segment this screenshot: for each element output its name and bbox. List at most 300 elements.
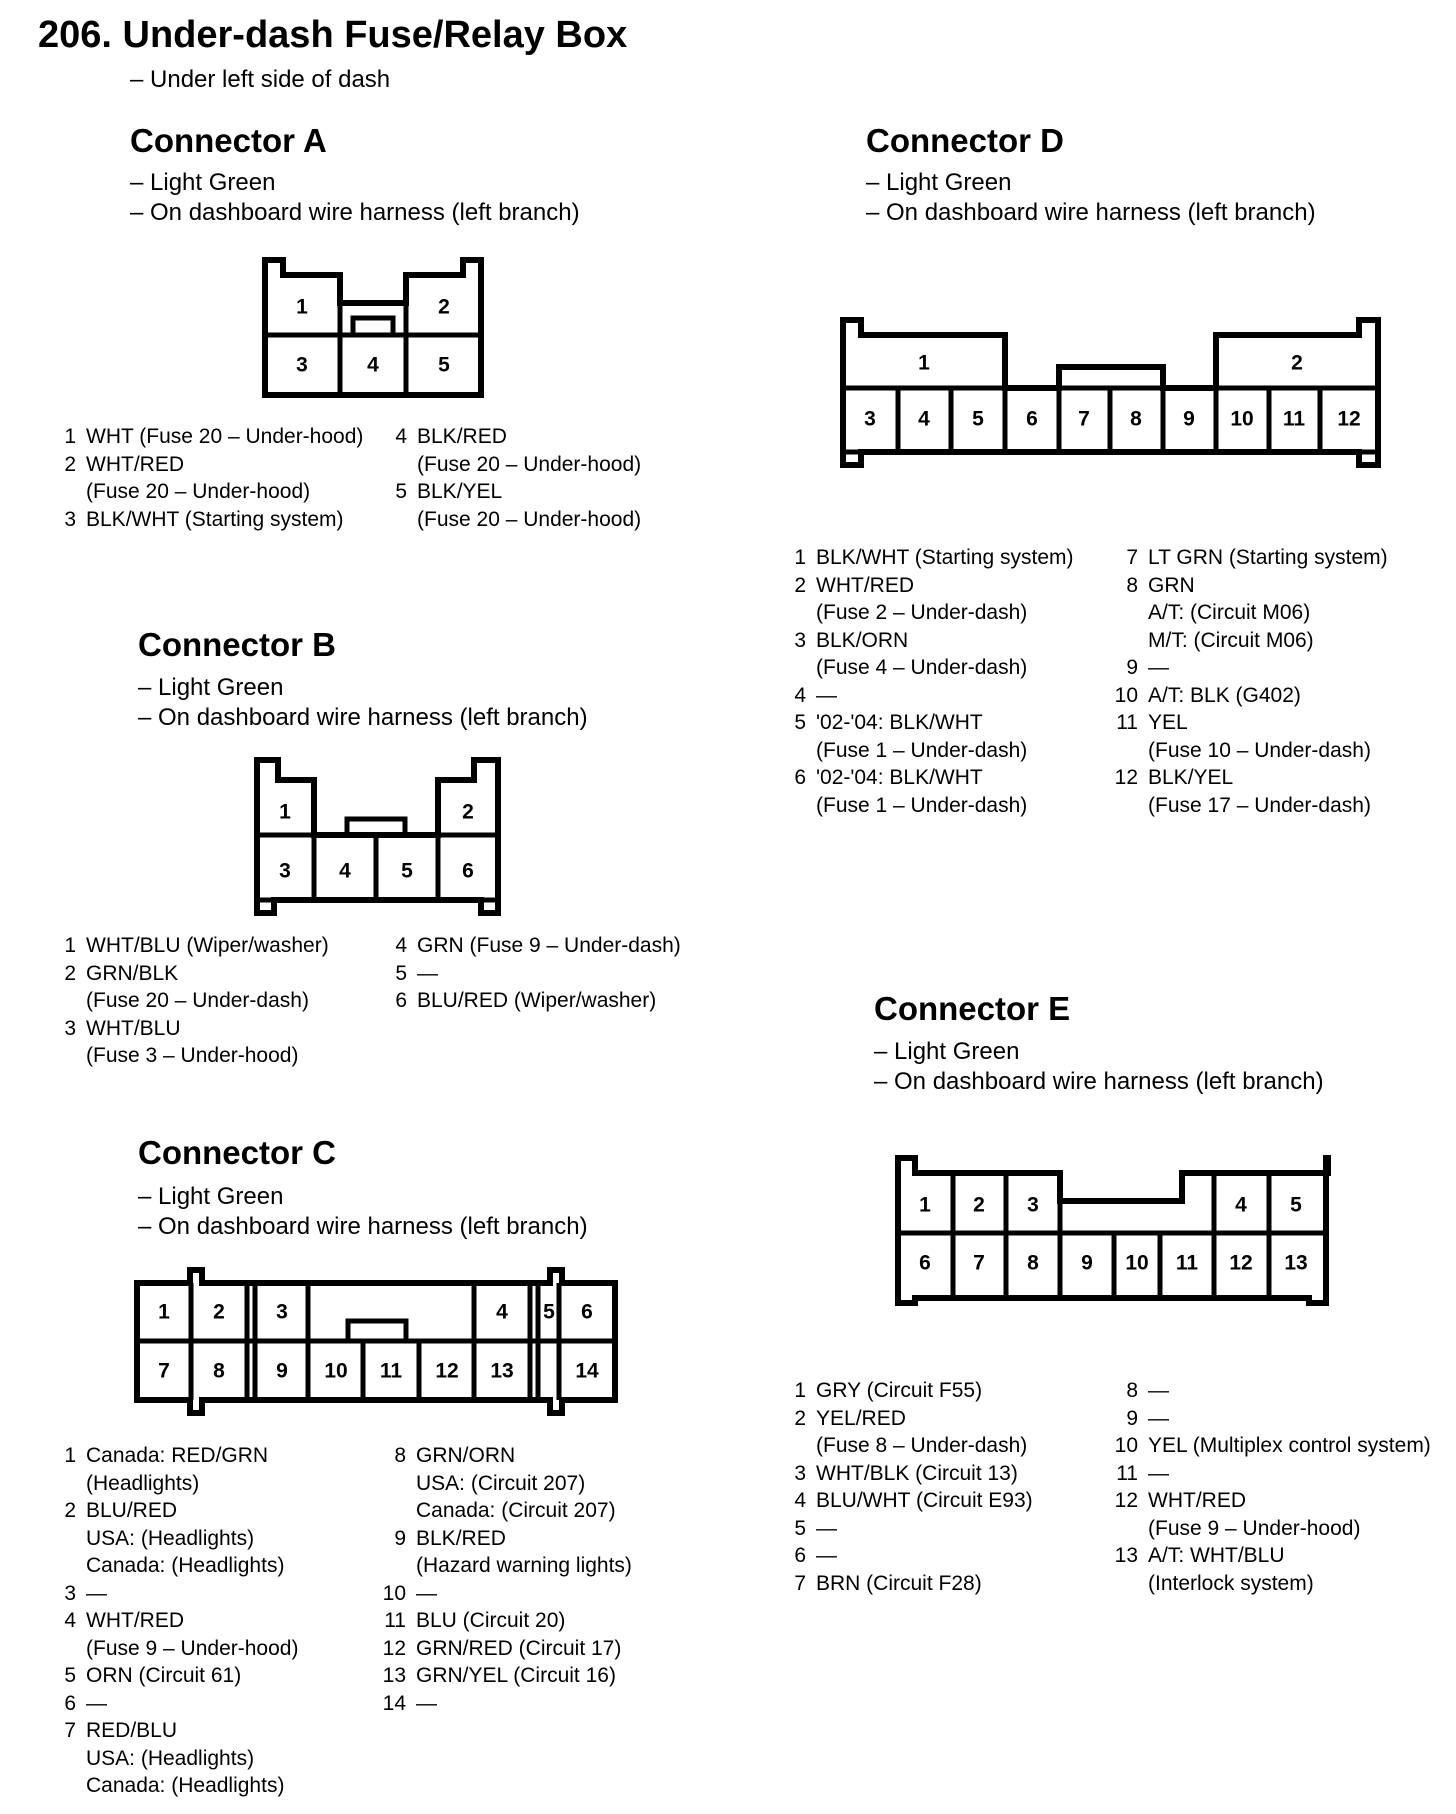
pin-description: WHT/RED <box>86 452 184 476</box>
pin-number: 1 <box>64 934 76 957</box>
pin-number: 9 <box>394 1526 406 1550</box>
pin-number: 1 <box>64 1444 76 1467</box>
pin-description: GRN/ORN <box>416 1444 516 1467</box>
pin-number: 13 <box>1114 1544 1138 1567</box>
pin-entry <box>383 932 681 960</box>
pin-description: Canada: RED/GRN <box>86 1444 269 1467</box>
pin-line-continued <box>383 506 641 534</box>
pin-description: (Fuse 20 – Under-hood) <box>417 452 642 476</box>
connector-e-location: – On dashboard wire harness (left branch) <box>874 1068 1324 1095</box>
pin-description: A/T: WHT/BLU <box>1148 1544 1285 1567</box>
pin-cell-c-2: 2 <box>213 1300 225 1324</box>
pin-entry <box>52 1442 298 1497</box>
pin-number: 12 <box>382 1636 406 1660</box>
connector-b-diagram <box>252 755 504 920</box>
pin-line-continued <box>1112 1515 1431 1543</box>
pin-cell-c-5: 5 <box>543 1300 555 1324</box>
pin-entry <box>383 423 641 478</box>
connector-d-pins-right <box>1112 544 1388 819</box>
pin-description: GRN <box>1148 573 1195 597</box>
pin-entry <box>1112 1542 1431 1597</box>
pin-description: USA: (Headlights) <box>86 1526 255 1550</box>
pin-number: 5 <box>395 961 407 985</box>
pin-number: 3 <box>794 1461 806 1485</box>
pin-line <box>52 423 363 451</box>
connector-a-color: – Light Green <box>130 169 276 196</box>
pin-description: BLK/ORN <box>816 628 909 652</box>
pin-line-continued <box>372 1497 632 1525</box>
pin-entry <box>372 1690 632 1718</box>
pin-line <box>792 1515 1033 1543</box>
pin-cell-a-2: 2 <box>438 295 450 319</box>
pin-line <box>1112 654 1388 682</box>
connector-a-pins-right <box>383 423 641 533</box>
pin-cell-d-2: 2 <box>1291 351 1303 375</box>
pin-cell-e-7: 7 <box>973 1251 985 1275</box>
pin-number: 8 <box>394 1444 406 1467</box>
pin-description: BRN (Circuit F28) <box>816 1571 982 1595</box>
pin-number: 4 <box>395 425 407 448</box>
pin-entry <box>792 1570 1033 1598</box>
pin-cell-e-9: 9 <box>1081 1251 1093 1275</box>
pin-number: 3 <box>64 1581 76 1605</box>
pin-number: 2 <box>64 452 76 476</box>
pin-cell-b-2: 2 <box>462 800 474 824</box>
page-title: 206. Under-dash Fuse/Relay Box <box>38 14 628 56</box>
pin-line <box>792 544 1074 572</box>
pin-description: WHT/BLU <box>86 1016 181 1040</box>
pin-entry <box>1112 1460 1431 1488</box>
pin-description: — <box>816 683 837 707</box>
pin-description: (Fuse 9 – Under-hood) <box>86 1636 299 1660</box>
pin-number: 11 <box>1116 1461 1138 1485</box>
pin-description: — <box>816 1544 837 1567</box>
pin-line-continued <box>52 1470 298 1498</box>
pin-description: RED/BLU <box>86 1719 178 1742</box>
pin-entry <box>52 1717 298 1800</box>
pin-line <box>792 627 1074 655</box>
pin-line <box>1112 572 1388 600</box>
pin-cell-c-9: 9 <box>276 1359 288 1383</box>
connector-c-location: – On dashboard wire harness (left branch) <box>138 1213 588 1240</box>
pin-number: 8 <box>1126 1379 1138 1402</box>
pin-description: — <box>1148 656 1169 679</box>
pin-description: BLU/WHT (Circuit E93) <box>816 1489 1033 1512</box>
pin-line <box>383 478 641 506</box>
pin-description: GRN/RED (Circuit 17) <box>416 1636 622 1660</box>
pin-cell-a-5: 5 <box>438 353 450 377</box>
pin-description: WHT/RED <box>816 573 914 597</box>
pin-description: WHT/RED <box>86 1609 184 1632</box>
pin-description: — <box>416 1581 437 1605</box>
pin-number: 14 <box>382 1691 406 1715</box>
pin-line <box>372 1580 632 1608</box>
pin-line <box>792 1377 1033 1405</box>
pin-entry <box>383 987 681 1015</box>
pin-description: (Fuse 20 – Under-hood) <box>86 480 311 503</box>
connector-c-pins-left <box>52 1442 298 1800</box>
pin-number: 10 <box>1114 683 1138 707</box>
pin-line-continued <box>792 599 1074 627</box>
pin-entry <box>792 709 1074 764</box>
pin-line <box>52 1607 298 1635</box>
pin-description: ORN (Circuit 61) <box>86 1664 242 1687</box>
pin-cell-a-3: 3 <box>296 353 308 377</box>
pin-number: 6 <box>794 1544 806 1567</box>
pin-description: (Fuse 3 – Under-hood) <box>86 1044 299 1067</box>
connector-c-pins-right <box>372 1442 632 1717</box>
pin-line-continued <box>792 792 1074 820</box>
pin-number: 9 <box>1126 656 1138 679</box>
pin-cell-d-5: 5 <box>972 407 984 431</box>
pin-description: (Fuse 8 – Under-dash) <box>816 1434 1028 1457</box>
pin-line <box>1112 544 1388 572</box>
pin-description: WHT/RED <box>1148 1489 1246 1512</box>
pin-line <box>792 1542 1033 1570</box>
pin-line <box>372 1607 632 1635</box>
connector-a-diagram <box>260 255 490 400</box>
pin-line <box>1112 1432 1431 1460</box>
pin-number: 4 <box>794 683 806 707</box>
pin-entry <box>52 960 329 1015</box>
pin-description: — <box>417 961 438 985</box>
pin-line <box>1112 1542 1431 1570</box>
pin-entry <box>792 1487 1033 1515</box>
pin-cell-c-3: 3 <box>276 1300 288 1324</box>
pin-entry <box>372 1525 632 1580</box>
pin-cell-d-6: 6 <box>1026 407 1038 431</box>
pin-line-continued <box>1112 737 1388 765</box>
pin-description: M/T: (Circuit M06) <box>1148 628 1314 652</box>
pin-description: WHT (Fuse 20 – Under-hood) <box>86 425 364 448</box>
pin-entry <box>792 544 1074 572</box>
pin-cell-c-1: 1 <box>158 1300 170 1324</box>
pin-cell-d-12: 12 <box>1337 407 1361 431</box>
pin-entry <box>792 627 1074 682</box>
pin-description: LT GRN (Starting system) <box>1148 546 1388 569</box>
pin-line-continued <box>1112 599 1388 627</box>
pin-line-continued <box>372 1470 632 1498</box>
pin-line <box>1112 1460 1431 1488</box>
pin-cell-c-6: 6 <box>581 1300 593 1324</box>
pin-line <box>52 1497 298 1525</box>
pin-entry <box>792 1377 1033 1405</box>
pin-line <box>1112 709 1388 737</box>
pin-cell-c-14: 14 <box>575 1359 599 1383</box>
pin-line <box>372 1690 632 1718</box>
pin-line-continued <box>52 1042 329 1070</box>
pin-entry <box>792 1405 1033 1460</box>
pin-number: 11 <box>1116 711 1138 734</box>
pin-line <box>1112 1405 1431 1433</box>
pin-description: BLK/RED <box>416 1526 506 1550</box>
pin-line <box>1112 764 1388 792</box>
pin-entry <box>1112 654 1388 682</box>
pin-entry <box>383 960 681 988</box>
connector-d-location: – On dashboard wire harness (left branch) <box>866 199 1316 226</box>
connector-b-heading: Connector B <box>138 626 336 663</box>
pin-entry <box>52 1690 298 1718</box>
pin-entry <box>792 764 1074 819</box>
pin-cell-c-10: 10 <box>324 1359 348 1383</box>
connector-b-color: – Light Green <box>138 674 284 701</box>
pin-cell-e-6: 6 <box>919 1251 931 1275</box>
pin-entry <box>52 451 363 506</box>
pin-line <box>372 1525 632 1553</box>
pin-number: 12 <box>1114 766 1138 789</box>
pin-entry <box>52 1497 298 1580</box>
pin-cell-e-11: 11 <box>1175 1251 1199 1275</box>
connector-e-pins-left <box>792 1377 1033 1597</box>
pin-description: BLK/RED <box>417 425 507 448</box>
pin-description: A/T: (Circuit M06) <box>1148 601 1311 624</box>
page-subtitle: – Under left side of dash <box>130 66 391 93</box>
connector-c-color: – Light Green <box>138 1183 284 1210</box>
pin-description: (Fuse 20 – Under-dash) <box>86 989 309 1012</box>
pin-description: GRN/BLK <box>86 961 179 985</box>
pin-number: 6 <box>794 766 806 789</box>
pin-number: 5 <box>64 1664 76 1687</box>
pin-description: USA: (Headlights) <box>86 1746 255 1770</box>
pin-entry <box>1112 1432 1431 1460</box>
connector-b-pins-right <box>383 932 681 1015</box>
pin-line <box>52 1662 298 1690</box>
pin-description: USA: (Circuit 207) <box>416 1471 586 1495</box>
pin-cell-e-2: 2 <box>973 1193 985 1217</box>
pin-number: 2 <box>64 961 76 985</box>
pin-description: (Fuse 1 – Under-dash) <box>816 738 1028 762</box>
pin-cell-d-1: 1 <box>918 351 930 375</box>
pin-entry <box>1112 1487 1431 1542</box>
pin-description: GRN/YEL (Circuit 16) <box>416 1664 616 1687</box>
pin-cell-d-8: 8 <box>1130 407 1142 431</box>
pin-description: (Fuse 10 – Under-dash) <box>1148 738 1371 762</box>
pin-entry <box>372 1635 632 1663</box>
connector-e-pins-right <box>1112 1377 1431 1597</box>
pin-cell-b-5: 5 <box>401 859 413 883</box>
pin-number: 1 <box>794 1379 806 1402</box>
pin-description: Canada: (Circuit 207) <box>416 1499 616 1522</box>
pin-line <box>52 1442 298 1470</box>
pin-description: GRY (Circuit F55) <box>816 1379 983 1402</box>
pin-cell-d-3: 3 <box>864 407 876 431</box>
pin-description: BLK/WHT (Starting system) <box>86 507 344 531</box>
pin-cell-a-4: 4 <box>367 353 379 377</box>
pin-line-continued <box>792 654 1074 682</box>
pin-number: 5 <box>794 711 806 734</box>
connector-e-color: – Light Green <box>874 1038 1020 1065</box>
pin-description: BLK/WHT (Starting system) <box>816 546 1074 569</box>
pin-number: 5 <box>794 1516 806 1540</box>
pin-entry <box>372 1607 632 1635</box>
pin-entry <box>1112 1405 1431 1433</box>
pin-line <box>792 1570 1033 1598</box>
connector-a-key <box>353 318 393 335</box>
pin-line-continued <box>52 987 329 1015</box>
pin-description: — <box>1148 1406 1169 1430</box>
pin-description: BLU (Circuit 20) <box>416 1609 566 1632</box>
pin-number: 4 <box>794 1489 806 1512</box>
pin-description: — <box>416 1691 437 1715</box>
pin-number: 2 <box>794 1406 806 1430</box>
pin-number: 6 <box>64 1691 76 1715</box>
pin-cell-c-4: 4 <box>496 1300 508 1324</box>
pin-number: 5 <box>395 480 407 503</box>
pin-number: 6 <box>395 989 407 1012</box>
connector-d-pins-left <box>792 544 1074 819</box>
pin-line <box>52 932 329 960</box>
pin-cell-c-7: 7 <box>158 1359 170 1383</box>
pin-number: 8 <box>1126 573 1138 597</box>
pin-line <box>372 1662 632 1690</box>
pin-line-continued <box>52 1772 298 1800</box>
pin-description: YEL/RED <box>816 1406 906 1430</box>
pin-cell-e-8: 8 <box>1027 1251 1039 1275</box>
connector-b-pins-left <box>52 932 329 1070</box>
pin-entry <box>1112 709 1388 764</box>
pin-entry <box>1112 544 1388 572</box>
pin-description: (Hazard warning lights) <box>416 1554 632 1577</box>
pin-line-continued <box>52 1525 298 1553</box>
pin-number: 12 <box>1114 1489 1138 1512</box>
pin-line-continued <box>1112 627 1388 655</box>
pin-entry <box>372 1442 632 1525</box>
pin-description: (Fuse 20 – Under-hood) <box>417 507 642 531</box>
pin-entry <box>52 932 329 960</box>
pin-cell-e-5: 5 <box>1290 1193 1302 1217</box>
connector-d-heading: Connector D <box>866 122 1064 159</box>
pin-entry <box>52 1580 298 1608</box>
pin-line <box>52 960 329 988</box>
pin-entry <box>372 1580 632 1608</box>
connector-c-key <box>348 1321 406 1341</box>
pin-line <box>52 1717 298 1745</box>
pin-entry <box>383 478 641 533</box>
pin-description: WHT/BLU (Wiper/washer) <box>86 934 329 957</box>
pin-description: Canada: (Headlights) <box>86 1774 285 1797</box>
pin-line-continued <box>1112 1570 1431 1598</box>
pin-cell-c-12: 12 <box>435 1359 459 1383</box>
pin-entry <box>1112 572 1388 655</box>
pin-line <box>383 960 681 988</box>
pin-line <box>383 423 641 451</box>
pin-description: (Fuse 2 – Under-dash) <box>816 601 1028 624</box>
pin-number: 4 <box>395 934 407 957</box>
pin-entry <box>52 1607 298 1662</box>
pin-line <box>1112 1377 1431 1405</box>
pin-entry <box>52 1662 298 1690</box>
pin-line <box>1112 1487 1431 1515</box>
pin-line <box>383 987 681 1015</box>
pin-number: 3 <box>64 507 76 531</box>
pin-description: — <box>816 1516 837 1540</box>
pin-line <box>383 932 681 960</box>
pin-description: '02-'04: BLK/WHT <box>816 711 983 734</box>
pin-description: (Headlights) <box>86 1471 200 1495</box>
pin-entry <box>792 1460 1033 1488</box>
pin-cell-e-1: 1 <box>919 1193 931 1217</box>
pin-description: — <box>86 1691 107 1715</box>
pin-cell-d-11: 11 <box>1282 407 1306 431</box>
pin-cell-c-11: 11 <box>379 1359 403 1383</box>
pin-cell-e-13: 13 <box>1284 1251 1308 1275</box>
pin-entry <box>52 1015 329 1070</box>
pin-description: BLU/RED <box>86 1499 178 1522</box>
pin-cell-d-10: 10 <box>1230 407 1254 431</box>
pin-line <box>52 451 363 479</box>
pin-description: Canada: (Headlights) <box>86 1554 285 1577</box>
pin-line-continued <box>52 1745 298 1773</box>
pin-description: (Fuse 9 – Under-hood) <box>1148 1516 1361 1540</box>
pin-line <box>792 709 1074 737</box>
pin-number: 3 <box>794 628 806 652</box>
connector-e-heading: Connector E <box>874 990 1071 1027</box>
pin-description: YEL <box>1148 711 1188 734</box>
pin-cell-b-3: 3 <box>279 859 291 883</box>
pin-description: BLU/RED (Wiper/washer) <box>417 989 657 1012</box>
pin-number: 7 <box>1126 546 1138 569</box>
pin-cell-c-8: 8 <box>213 1359 225 1383</box>
pin-description: '02-'04: BLK/WHT <box>816 766 983 789</box>
pin-cell-b-4: 4 <box>339 859 351 883</box>
pin-cell-b-6: 6 <box>462 859 474 883</box>
pin-cell-d-7: 7 <box>1078 407 1090 431</box>
pin-description: (Fuse 1 – Under-dash) <box>816 793 1028 817</box>
pin-number: 11 <box>384 1609 406 1632</box>
pin-description: YEL (Multiplex control system) <box>1148 1434 1431 1457</box>
pin-line <box>792 682 1074 710</box>
pin-line <box>792 764 1074 792</box>
pin-number: 3 <box>64 1016 76 1040</box>
pin-description: — <box>86 1581 107 1605</box>
pin-number: 10 <box>382 1581 406 1605</box>
pin-line <box>792 1405 1033 1433</box>
pin-cell-e-10: 10 <box>1125 1251 1149 1275</box>
pin-entry <box>792 682 1074 710</box>
pin-number: 2 <box>64 1499 76 1522</box>
connector-a-location: – On dashboard wire harness (left branch) <box>130 199 580 226</box>
pin-number: 1 <box>794 546 806 569</box>
connector-b-location: – On dashboard wire harness (left branch) <box>138 704 588 731</box>
pin-line <box>52 1580 298 1608</box>
pin-cell-b-1: 1 <box>279 800 291 824</box>
connector-d-diagram <box>838 315 1386 470</box>
pin-entry <box>52 423 363 451</box>
pin-line <box>792 572 1074 600</box>
pin-description: — <box>1148 1461 1169 1485</box>
pin-cell-e-3: 3 <box>1027 1193 1039 1217</box>
pin-number: 4 <box>64 1609 76 1632</box>
pin-number: 1 <box>64 425 76 448</box>
pin-line <box>792 1460 1033 1488</box>
pin-cell-e-12: 12 <box>1229 1251 1253 1275</box>
pin-line-continued <box>792 1432 1033 1460</box>
pin-entry <box>792 1515 1033 1543</box>
pin-line-continued <box>52 1635 298 1663</box>
pin-entry <box>1112 764 1388 819</box>
connector-e-diagram <box>893 1153 1333 1308</box>
pin-description: A/T: BLK (G402) <box>1148 683 1301 707</box>
pin-number: 2 <box>794 573 806 597</box>
pin-line <box>792 1487 1033 1515</box>
connector-a-heading: Connector A <box>130 122 327 159</box>
pin-description: (Fuse 17 – Under-dash) <box>1148 793 1371 817</box>
pin-entry <box>792 572 1074 627</box>
pin-number: 7 <box>64 1719 76 1742</box>
pin-description: (Fuse 4 – Under-dash) <box>816 656 1028 679</box>
pin-line-continued <box>52 478 363 506</box>
pin-cell-e-4: 4 <box>1235 1193 1247 1217</box>
